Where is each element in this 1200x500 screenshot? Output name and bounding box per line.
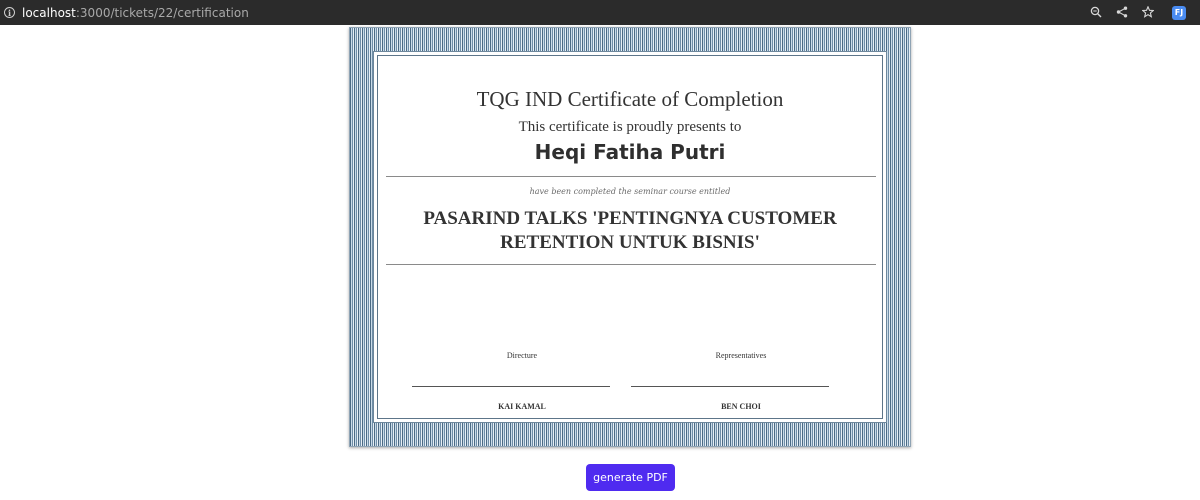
divider-top <box>386 176 876 177</box>
browser-actions <box>1090 0 1186 25</box>
share-icon[interactable] <box>1116 6 1128 20</box>
recipient-name: Heqi Fatiha Putri <box>534 140 726 164</box>
signature-role-right: Representatives <box>715 351 767 360</box>
certificate-title: TQG IND Certificate of Completion <box>476 87 784 111</box>
signature-line-left <box>412 386 610 387</box>
certificate <box>349 27 911 447</box>
course-title: PASARIND TALKS 'PENTINGNYA CUSTOMER RETENTION UNTUK BISNIS' <box>423 208 837 253</box>
url-text[interactable] <box>22 6 249 20</box>
star-icon[interactable] <box>1142 6 1154 20</box>
profile-avatar[interactable]: FJ <box>1172 6 1186 20</box>
generate-pdf-button[interactable]: generate PDF <box>586 464 675 491</box>
signature-name-left: KAI KAMAL <box>498 402 546 411</box>
info-icon[interactable]: i <box>4 7 15 18</box>
signature-name-right: BEN CHOI <box>721 402 761 411</box>
zoom-icon[interactable] <box>1090 6 1102 20</box>
browser-address-bar <box>0 0 1200 25</box>
signature-role-left: Directure <box>506 351 538 360</box>
signature-line-right <box>631 386 829 387</box>
url-path: :3000/tickets/22/certification <box>75 5 249 20</box>
divider-bottom <box>386 264 876 265</box>
url-host: localhost <box>22 5 76 20</box>
completion-text: have been completed the seminar course entitled <box>529 187 731 196</box>
certificate-paper <box>377 55 883 419</box>
certificate-subtitle: This certificate is proudly presents to <box>518 119 742 135</box>
